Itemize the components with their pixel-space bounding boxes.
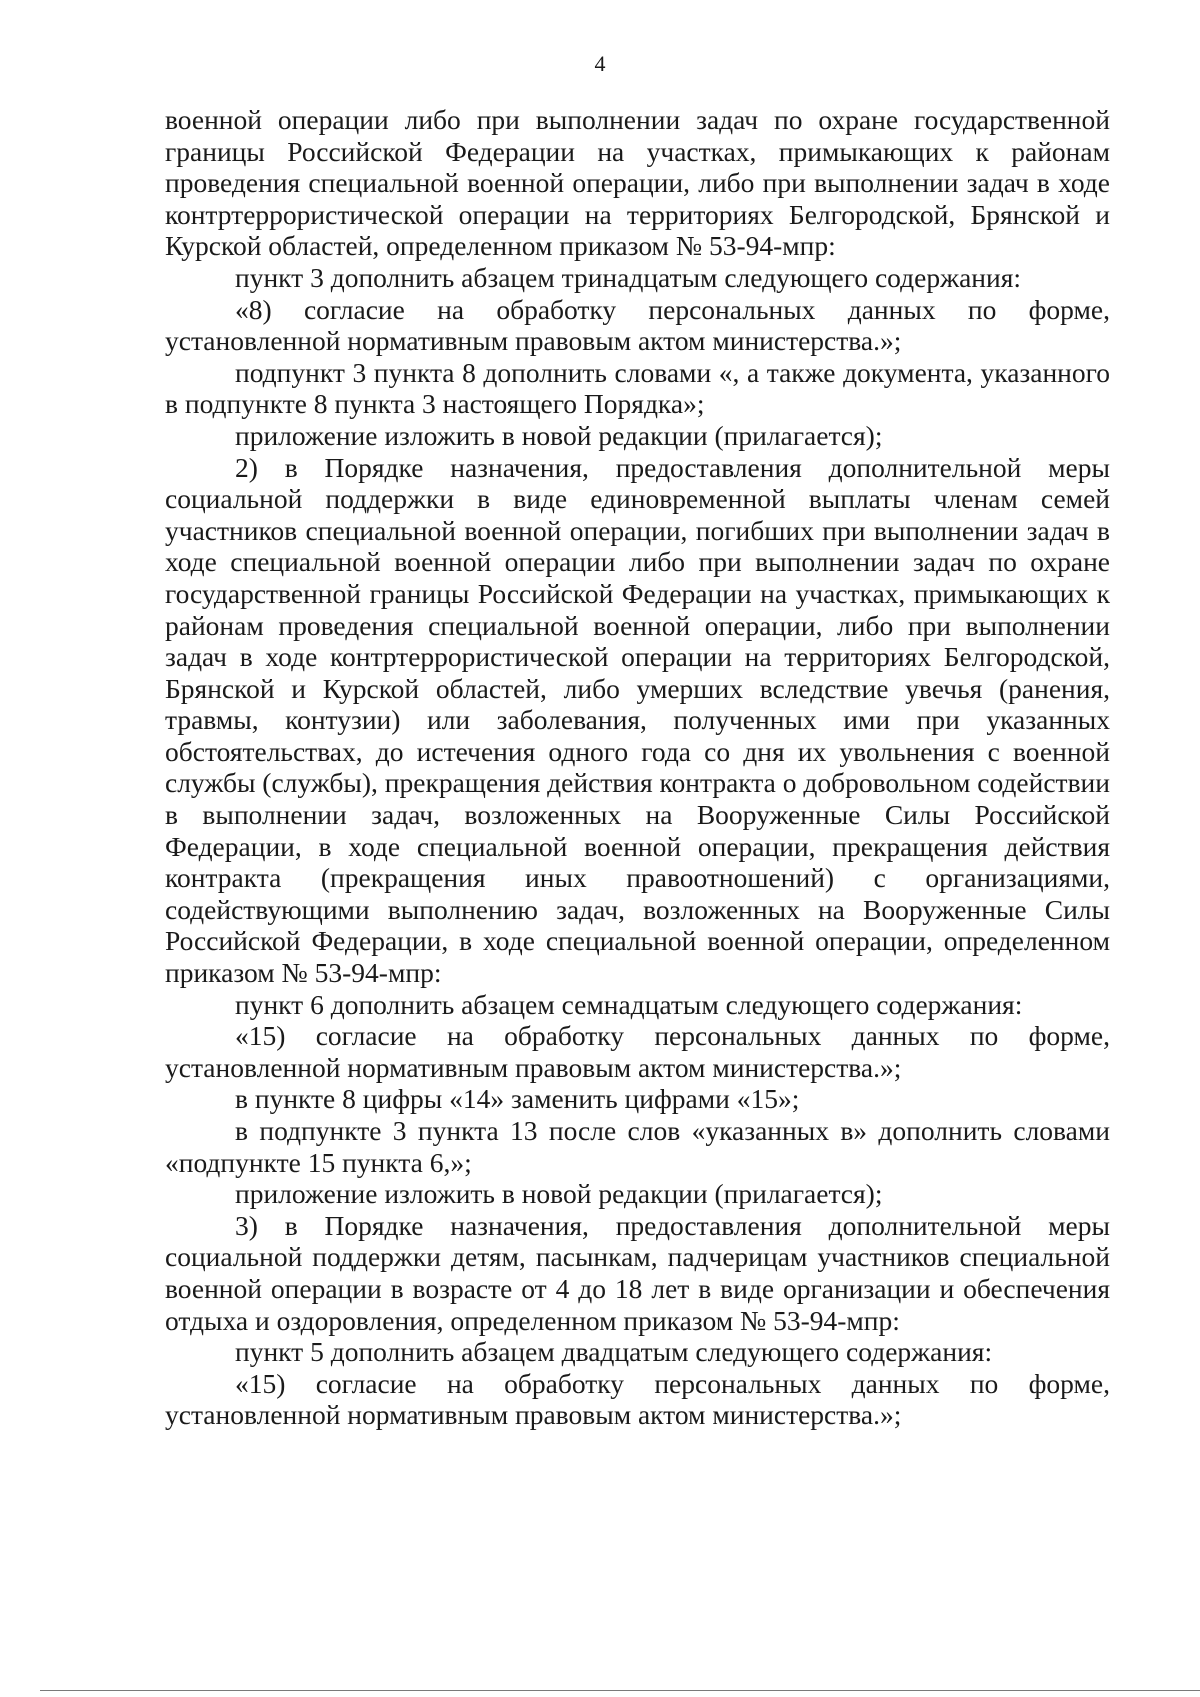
paragraph: в подпункте 3 пункта 13 после слов «указанных в» дополнить словами «подпункте 15 пункта 6,»; — [165, 1115, 1110, 1178]
paragraph: 3) в Порядке назначения, предоставления дополнительной меры социальной поддержки детям, пасынкам, падчерицам участников специальной военной операции в возрасте от 4 до 18 лет в виде организации и обеспечения отдыха и оздоровления, определенном приказом № 53-94-мпр: — [165, 1209, 1110, 1336]
paragraph: пункт 6 дополнить абзацем семнадцатым следующего содержания: — [235, 988, 1023, 1020]
paragraph: «8) согласие на обработку персональных данных по форме, установленной нормативным правовым актом министерства.»; — [165, 293, 1110, 357]
page-number: 4 — [594, 51, 606, 76]
paragraph: «15) согласие на обработку персональных данных по форме, установленной нормативным правовым актом министерства.»; — [165, 1020, 1110, 1083]
paragraph: приложение изложить в новой редакции (прилагается); — [235, 1178, 883, 1210]
paragraph: 2) в Порядке назначения, предоставления дополнительной меры социальной поддержки в виде единовременной выплаты членам семей участников специальной военной операции, погибших при выполнении задач в ходе специальной военной операции либо при выполнении задач по охране государственной границы Российской Федерации на участках, примыкающих к районам проведения специальной военной операции, либо при выполнении задач в ходе контртеррористической операции на территориях Белгородской, Брянской и Курской областей, либо умерших вследствие увечья (ранения, травмы, контузии) или заболевания, полученных ими при указанных обстоятельствах, до истечения одного года со дня их увольнения с военной службы (службы), прекращения действия контракта о добровольном содействии в выполнении задач, возложенных на Вооруженные Силы Российской Федерации, в ходе специальной военной операции, прекращения действия контракта (прекращения иных правоотношений) с организациями, содействующими выполнению задач, возложенных на Вооруженные Силы Российской Федерации, в ходе специальной военной операции, определенном приказом № 53-94-мпр: — [165, 451, 1110, 989]
document-body — [165, 104, 1110, 1431]
paragraph: приложение изложить в новой редакции (прилагается); — [235, 419, 883, 451]
paragraph: в пункте 8 цифры «14» заменить цифрами «15»; — [235, 1083, 800, 1115]
paragraph: военной операции либо при выполнении задач по охране государственной границы Российской Федерации на участках, примыкающих к районам проведения специальной военной операции, либо при выполнении задач в ходе контртеррористической операции на территориях Белгородской, Брянской и Курской областей, определенном приказом № 53-94-мпр: — [165, 104, 1110, 262]
paragraph: пункт 3 дополнить абзацем тринадцатым следующего содержания: — [235, 261, 1022, 293]
page-bottom-edge — [40, 1690, 1200, 1691]
paragraph: подпункт 3 пункта 8 дополнить словами «, а также документа, указанного в подпункте 8 пункта 3 настоящего Порядка»; — [165, 356, 1110, 420]
paragraph: пункт 5 дополнить абзацем двадцатым следующего содержания: — [235, 1336, 993, 1368]
paragraph: «15) согласие на обработку персональных данных по форме, установленной нормативным правовым актом министерства.»; — [165, 1367, 1110, 1431]
